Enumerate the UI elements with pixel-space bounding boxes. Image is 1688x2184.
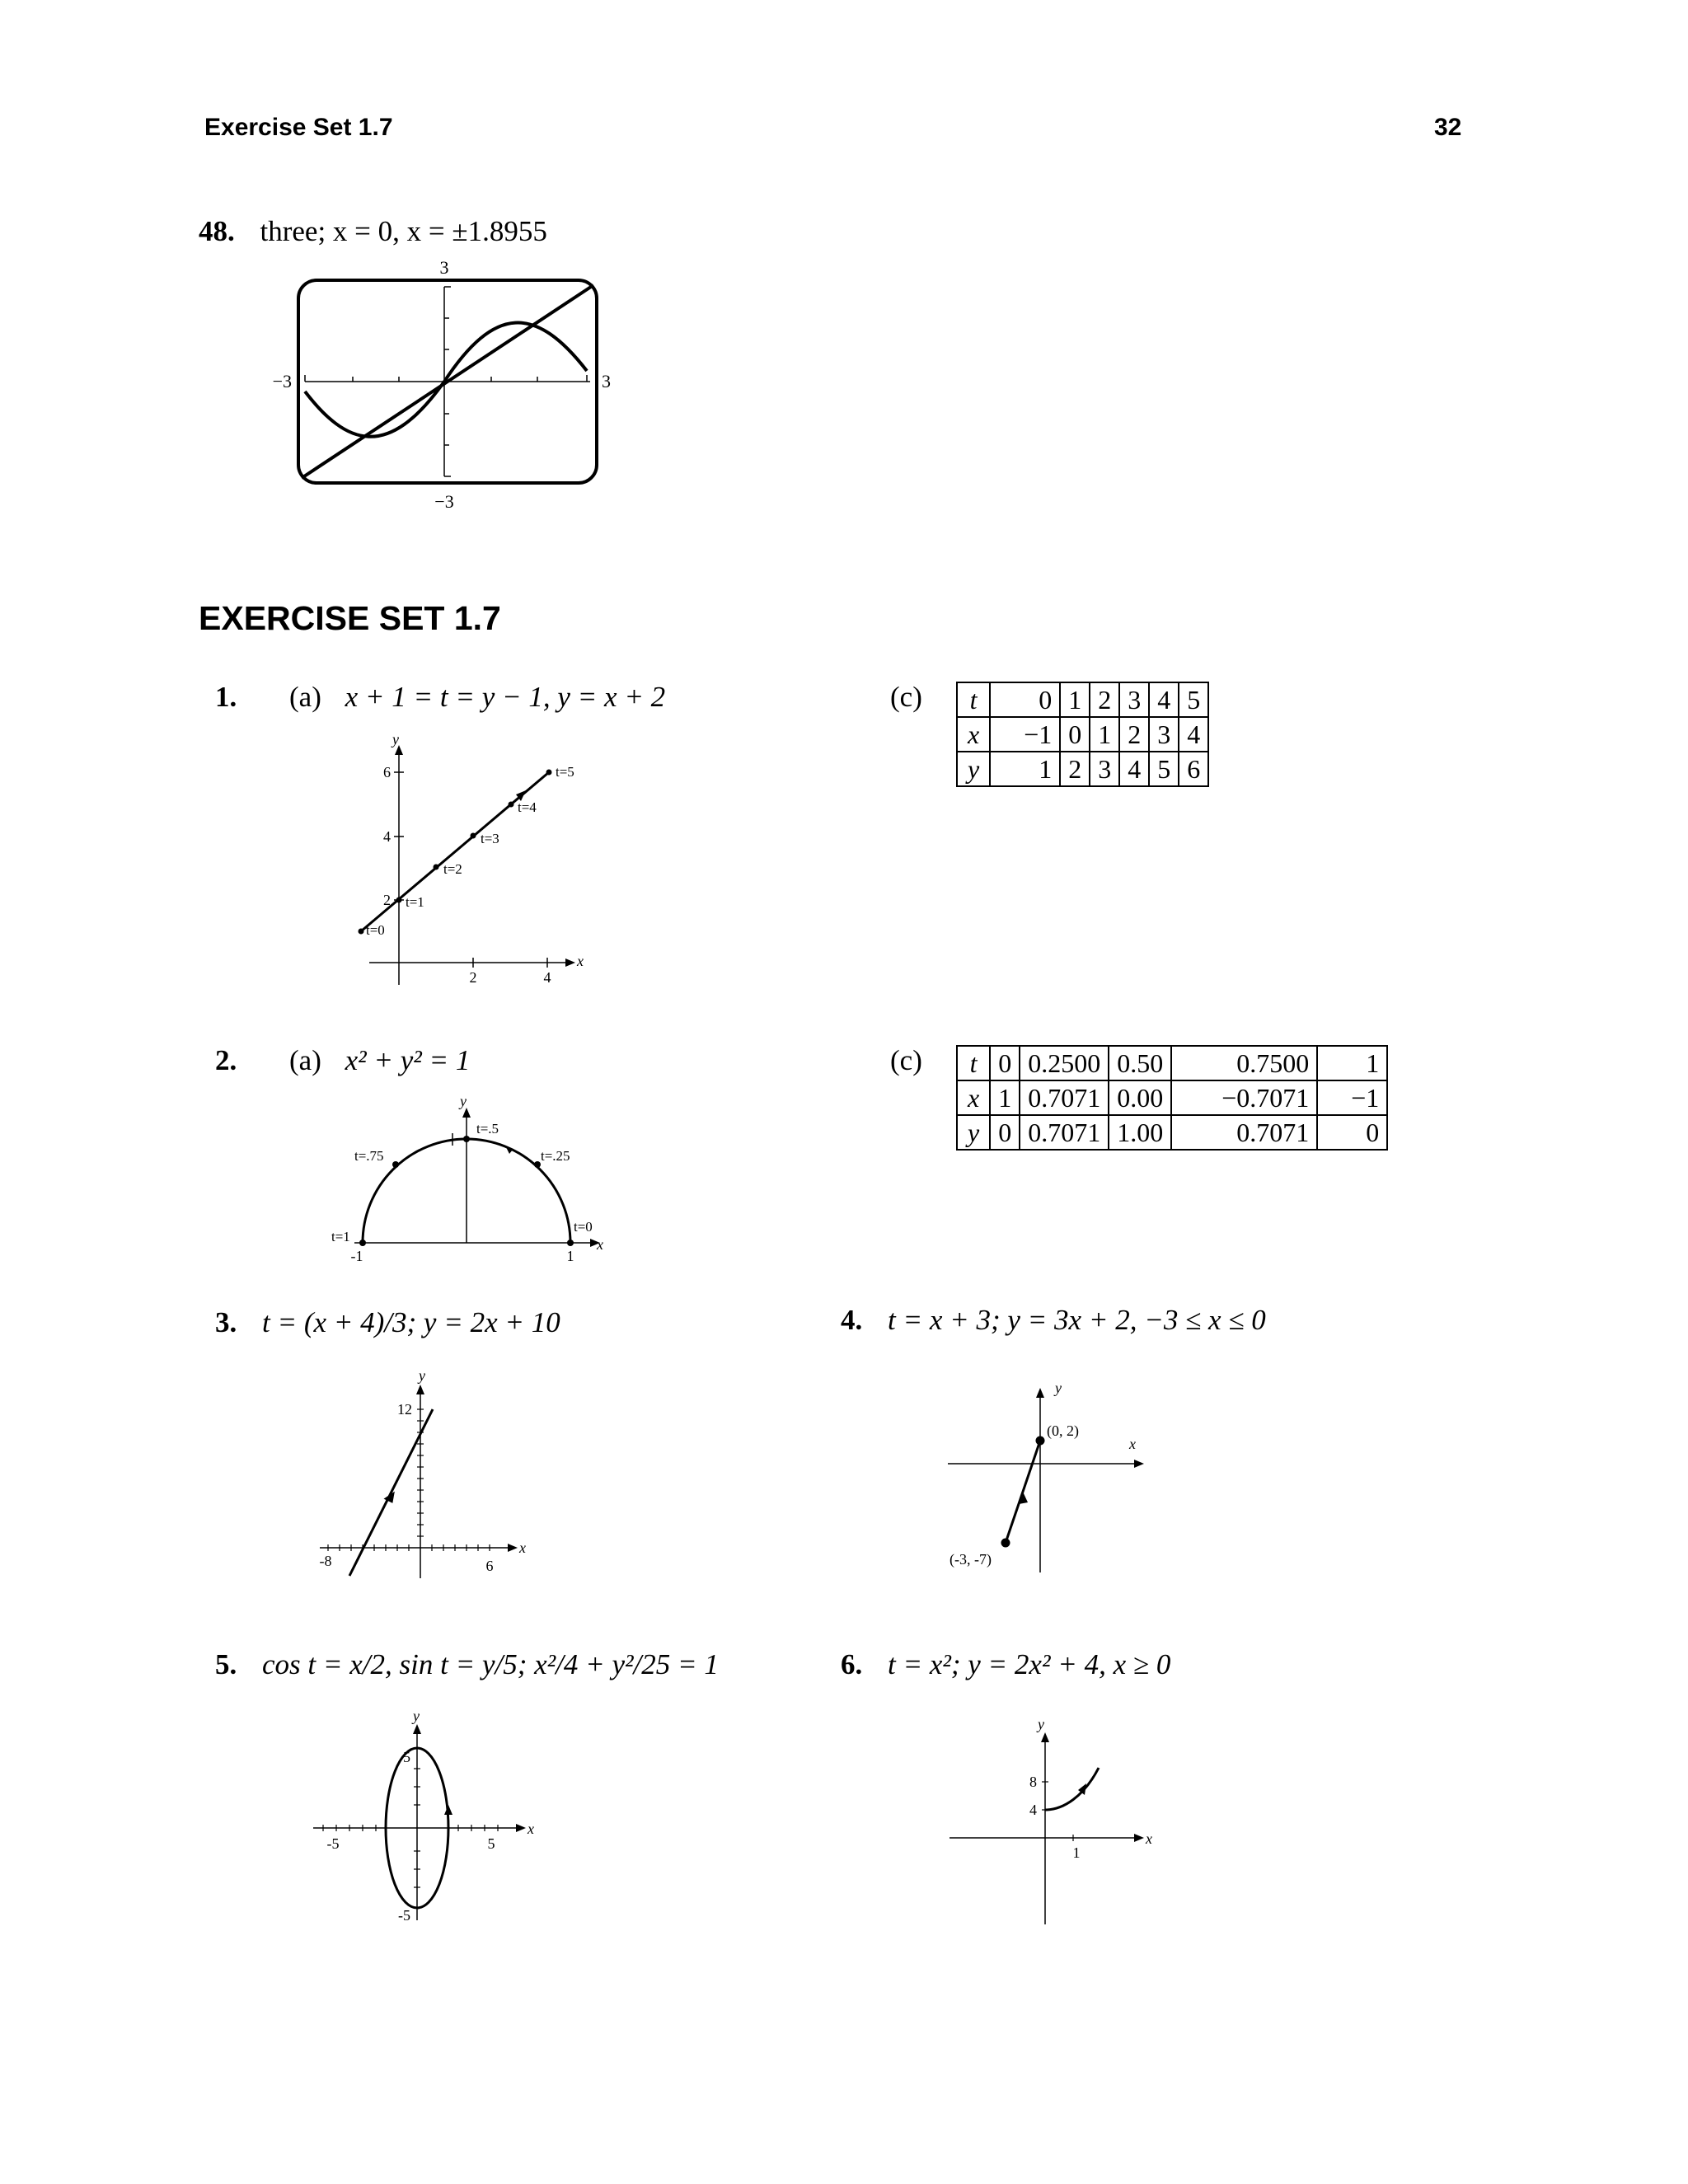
table-cell: 3 (1090, 752, 1119, 786)
part-c-text: (c) (890, 1044, 922, 1076)
exercise-number: 5. (215, 1648, 237, 1680)
graph-2a (313, 1088, 626, 1277)
table-cell: 4 (1149, 682, 1179, 717)
point-label: t=0 (366, 922, 385, 938)
section-title: EXERCISE SET 1.7 (199, 599, 501, 637)
table-cell: 0 (990, 1115, 1020, 1150)
point-label: t=2 (443, 861, 462, 877)
table-cell: 0.7071 (1020, 1080, 1109, 1115)
running-header: Exercise Set 1.7 (204, 114, 393, 141)
exercise-4 (841, 1304, 1266, 1337)
point-label: (-3, -7) (950, 1551, 992, 1568)
equation: x² + y² = 1 (345, 1044, 471, 1076)
table-cell: 6 (1179, 752, 1208, 786)
table-row (957, 1046, 1387, 1080)
plot-left-label: −3 (272, 371, 292, 391)
table-cell: 3 (1119, 682, 1149, 717)
problem-text: three; x = 0, x = ±1.8955 (260, 215, 547, 247)
table-cell: y (957, 752, 990, 786)
plot-bottom-label: −3 (434, 491, 454, 512)
y-tick: 4 (1029, 1802, 1037, 1818)
point-label: t=1 (331, 1229, 350, 1244)
y-tick: 4 (383, 828, 391, 845)
table-cell: 0.2500 (1020, 1046, 1109, 1080)
x-tick: -8 (319, 1553, 332, 1569)
part-c-label (890, 681, 922, 714)
table-cell: 2 (1119, 717, 1149, 752)
equation: t = x + 3; y = 3x + 2, −3 ≤ x ≤ 0 (888, 1304, 1266, 1336)
table-cell: t (957, 1046, 990, 1080)
table-cell: 1 (1090, 717, 1119, 752)
point-label: t=4 (518, 799, 537, 815)
x-tick: -1 (350, 1248, 363, 1264)
equation: t = x²; y = 2x² + 4, x ≥ 0 (888, 1648, 1171, 1680)
table-cell: 2 (1090, 682, 1119, 717)
y-tick: 12 (397, 1401, 412, 1418)
part-c-text: (c) (890, 681, 922, 713)
table-cell: 1 (990, 1080, 1020, 1115)
table-cell: 3 (1149, 717, 1179, 752)
graph-5 (305, 1698, 552, 1929)
table-cell: 5 (1179, 682, 1208, 717)
y-tick: 5 (403, 1749, 410, 1765)
table-cell: 0.00 (1109, 1080, 1171, 1115)
point-label: t=5 (556, 764, 574, 780)
table-row (957, 682, 1208, 717)
x-axis-label: x (1146, 1830, 1152, 1847)
table-cell: 0.50 (1109, 1046, 1171, 1080)
calculator-plot-48 (247, 251, 626, 523)
table-cell: y (957, 1115, 990, 1150)
table-cell: t (957, 682, 990, 717)
x-axis-label: x (528, 1821, 534, 1837)
exercise-5 (215, 1648, 719, 1681)
point-label: t=1 (406, 894, 424, 910)
part-a-label: (a) (289, 681, 321, 713)
graph-4 (940, 1368, 1187, 1582)
table-cell: 4 (1119, 752, 1149, 786)
table-cell: 0 (1060, 717, 1090, 752)
table-cell: 1 (1060, 682, 1090, 717)
point-label: t=.5 (476, 1121, 499, 1137)
x-tick: -5 (326, 1835, 340, 1852)
graph-6 (940, 1710, 1187, 1933)
y-axis-label: y (392, 731, 399, 748)
y-axis-label: y (413, 1708, 420, 1724)
exercise-number: 6. (841, 1648, 863, 1680)
graph-3 (305, 1360, 552, 1591)
y-tick: -5 (398, 1907, 410, 1924)
exercise-6 (841, 1648, 1170, 1681)
table-cell: −0.7071 (1171, 1080, 1317, 1115)
part-c-label (890, 1044, 922, 1077)
point-label: t=.25 (541, 1148, 570, 1164)
table-cell: x (957, 1080, 990, 1115)
y-axis-label: y (460, 1093, 467, 1109)
value-table-2c (956, 1045, 1388, 1151)
table-cell: 0 (1317, 1115, 1387, 1150)
exercise-number: 4. (841, 1304, 863, 1336)
y-tick: 6 (383, 764, 391, 780)
x-axis-label: x (597, 1236, 603, 1253)
exercise-number: 3. (215, 1306, 237, 1338)
part-a-label: (a) (289, 1044, 321, 1076)
problem-48 (199, 215, 547, 248)
equation: t = (x + 4)/3; y = 2x + 10 (262, 1306, 560, 1338)
table-cell: 0.7071 (1171, 1115, 1317, 1150)
table-cell: 0.7071 (1020, 1115, 1109, 1150)
x-tick: 1 (566, 1248, 574, 1264)
table-cell: 2 (1060, 752, 1090, 786)
exercise-2 (215, 1044, 470, 1077)
table-cell: 4 (1179, 717, 1208, 752)
y-tick: 2 (383, 892, 391, 908)
point-label: t=3 (481, 831, 499, 846)
table-cell: 5 (1149, 752, 1179, 786)
exercise-number: 1. (215, 681, 237, 713)
value-table-1c (956, 682, 1209, 787)
graph-1a (346, 725, 610, 989)
exercise-1 (215, 681, 665, 714)
y-axis-label: y (1038, 1716, 1044, 1732)
x-axis-label: x (519, 1540, 526, 1556)
equation: cos t = x/2, sin t = y/5; x²/4 + y²/25 = 1 (262, 1648, 719, 1680)
table-cell: 0 (990, 1046, 1020, 1080)
y-axis-label: y (419, 1367, 425, 1384)
table-cell: x (957, 717, 990, 752)
x-axis-label: x (577, 953, 584, 969)
y-axis-label: y (1055, 1380, 1062, 1396)
exercise-3 (215, 1306, 560, 1339)
equation: x + 1 = t = y − 1, y = x + 2 (345, 681, 666, 713)
table-cell: 0 (990, 682, 1060, 717)
x-axis-label: x (1129, 1436, 1136, 1452)
x-tick: 6 (485, 1558, 494, 1574)
table-row (957, 1115, 1387, 1150)
table-cell: −1 (1317, 1080, 1387, 1115)
table-cell: 1 (1317, 1046, 1387, 1080)
x-tick: 4 (543, 969, 551, 986)
x-tick: 2 (469, 969, 477, 986)
problem-number: 48. (199, 215, 235, 247)
plot-top-label: 3 (439, 257, 449, 278)
table-row (957, 752, 1208, 786)
table-row (957, 1080, 1387, 1115)
point-label: t=0 (574, 1219, 593, 1235)
plot-right-label: 3 (602, 371, 611, 391)
y-tick: 8 (1029, 1774, 1037, 1790)
table-row (957, 717, 1208, 752)
page-number: 32 (1434, 114, 1462, 141)
point-label: t=.75 (354, 1148, 384, 1164)
table-cell: −1 (990, 717, 1060, 752)
x-tick: 1 (1072, 1844, 1081, 1861)
point-label: (0, 2) (1047, 1422, 1079, 1439)
exercise-number: 2. (215, 1044, 237, 1076)
table-cell: 1 (990, 752, 1060, 786)
table-cell: 1.00 (1109, 1115, 1171, 1150)
table-cell: 0.7500 (1171, 1046, 1317, 1080)
x-tick: 5 (487, 1835, 495, 1852)
